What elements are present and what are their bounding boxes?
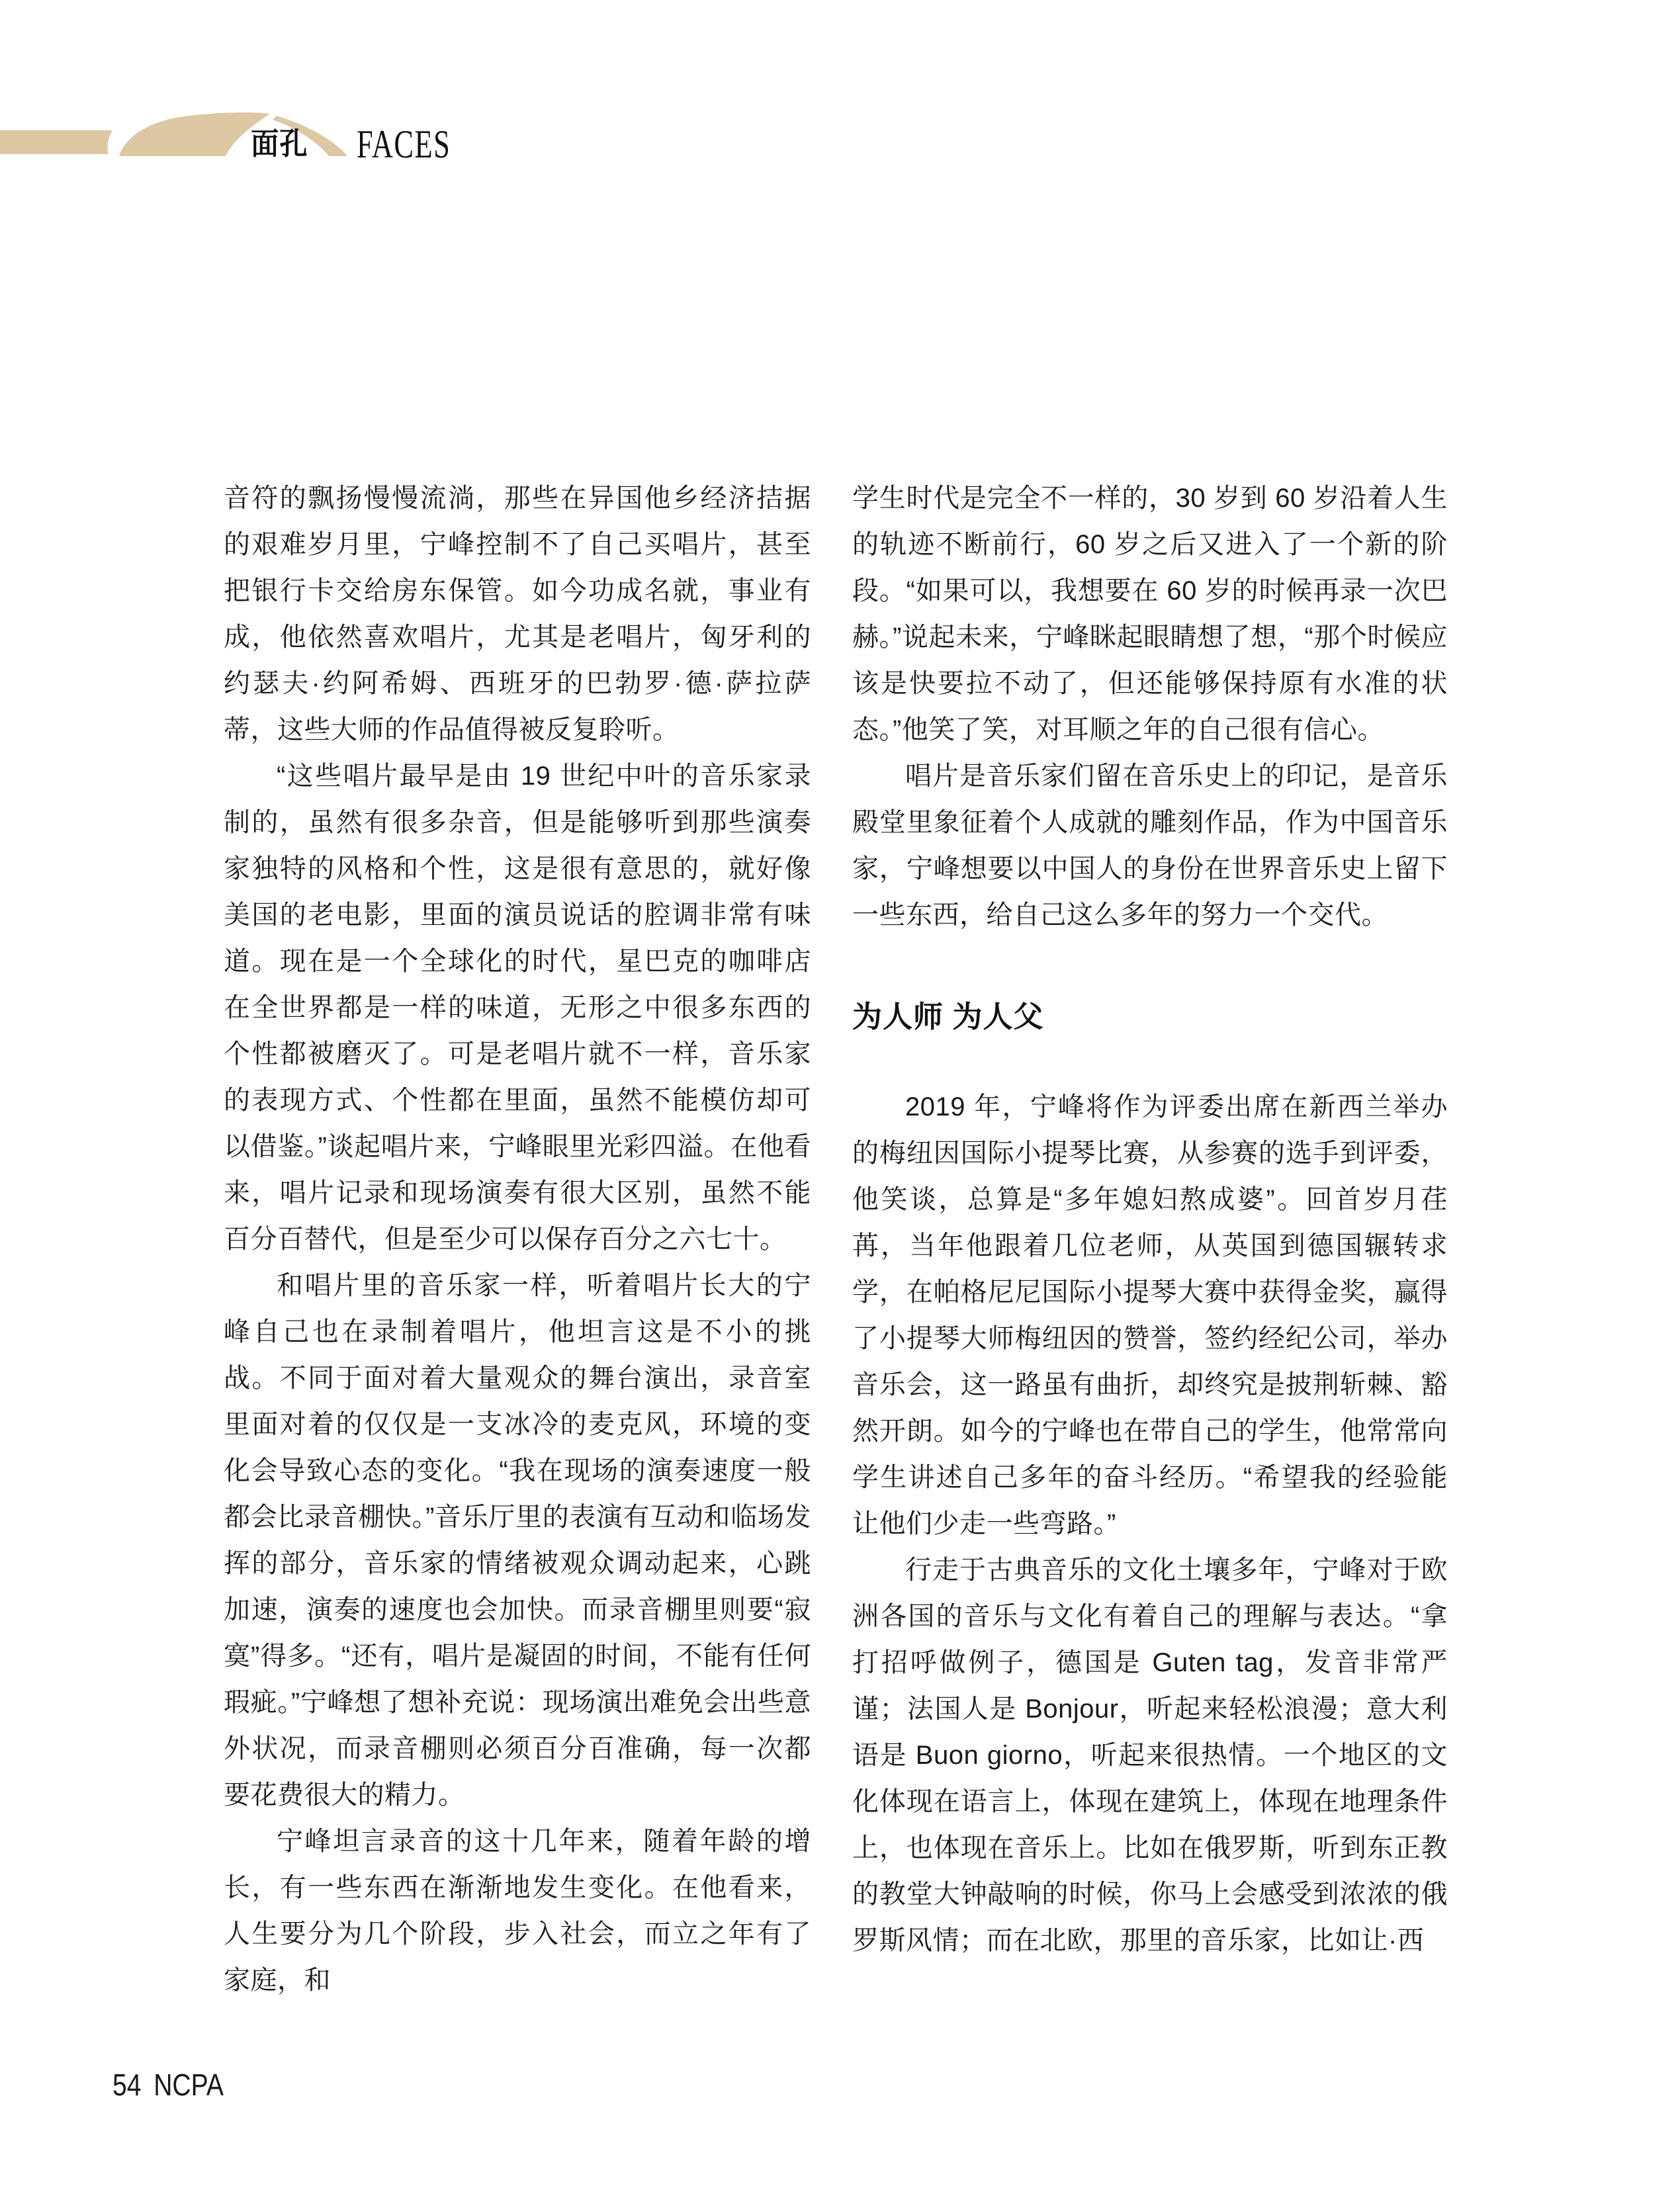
footer xyxy=(112,2070,224,2100)
paragraph: 2019 年，宁峰将作为评委出席在新西兰举办的梅纽因国际小提琴比赛，从参赛的选手到评委，他笑谈，总算是“多年媳妇熬成婆”。回首岁月荏苒，当年他跟着几位老师，从英国到德国辗转求学，在帕格尼尼国际小提琴大赛中获得金奖，赢得了小提琴大师梅纽因的赞誉，签约经纪公司，举办音乐会，这一路虽有曲折，却终究是披荆斩棘、豁然开朗。如今的宁峰也在带自己的学生，他常常向学生讲述自己多年的奋斗经历。“希望我的经验能让他们少走一些弯路。” xyxy=(852,1092,1448,1538)
paragraph: 宁峰坦言录音的这十几年来，随着年龄的增长，有一些东西在渐渐地发生变化。在他看来，人生要分为几个阶段，步入社会，而立之年有了家庭，和 xyxy=(224,1827,811,1995)
paragraph: 学生时代是完全不一样的，30 岁到 60 岁沿着人生的轨迹不断前行，60 岁之后又进入了一个新的阶段。“如果可以，我想要在 60 岁的时候再录一次巴赫。”说起未来，宁峰眯起眼睛想了想，“那个时候应该是快要拉不动了，但还能够保持原有水准的状态。”他笑了笑，对耳顺之年的自己很有信心。 xyxy=(852,484,1448,744)
section-title-cn: 面孔 xyxy=(251,126,308,161)
page-number: 54 xyxy=(112,2068,142,2102)
magazine-name: NCPA xyxy=(154,2068,224,2102)
paragraph: “这些唱片最早是由 19 世纪中叶的音乐家录制的，虽然有很多杂音，但是能够听到那些演奏家独特的风格和个性，这是很有意思的，就好像美国的老电影，里面的演员说话的腔调非常有味道。现在是一个全球化的时代，星巴克的咖啡店在全世界都是一样的味道，无形之中很多东西的个性都被磨灭了。可是老唱片就不一样，音乐家的表现方式、个性都在里面，虽然不能模仿却可以借鉴。”谈起唱片来，宁峰眼里光彩四溢。在他看来，唱片记录和现场演奏有很大区别，虽然不能百分百替代，但是至少可以保存百分之六七十。 xyxy=(224,762,811,1254)
left-column xyxy=(224,475,811,2003)
paragraph: 音符的飘扬慢慢流淌，那些在异国他乡经济拮据的艰难岁月里，宁峰控制不了自己买唱片，甚至把银行卡交给房东保管。如今功成名就，事业有成，他依然喜欢唱片，尤其是老唱片，匈牙利的约瑟夫·约阿希姆、西班牙的巴勃罗·德·萨拉萨蒂，这些大师的作品值得被反复聆听。 xyxy=(224,484,811,744)
paragraph: 行走于古典音乐的文化土壤多年，宁峰对于欧洲各国的音乐与文化有着自己的理解与表达。“拿打招呼做例子，德国是 Guten tag，发音非常严谨；法国人是 Bonjour，听起来轻松浪漫；意大利语是 Buon giorno，听起来很热情。一个地区的文化体现在语言上，体现在建筑上，体现在地理条件上，也体现在音乐上。比如在俄罗斯，听到东正教的教堂大钟敲响的时候，你马上会感受到浓浓的俄罗斯风情；而在北欧，那里的音乐家，比如让·西 xyxy=(852,1555,1448,1955)
right-column xyxy=(852,475,1448,1964)
section-heading: 为人师 为人父 xyxy=(852,1000,1044,1033)
paragraph: 和唱片里的音乐家一样，听着唱片长大的宁峰自己也在录制着唱片，他坦言这是不小的挑战。不同于面对着大量观众的舞台演出，录音室里面对着的仅仅是一支冰冷的麦克风，环境的变化会导致心态的变化。“我在现场的演奏速度一般都会比录音棚快。”音乐厅里的表演有互动和临场发挥的部分，音乐家的情绪被观众调动起来，心跳加速，演奏的速度也会加快。而录音棚里则要“寂寞”得多。“还有，唱片是凝固的时间，不能有任何瑕疵。”宁峰想了想补充说：现场演出难免会出些意外状况，而录音棚则必须百分百准确，每一次都要花费很大的精力。 xyxy=(224,1271,811,1810)
section-title-en: FACES xyxy=(357,122,451,166)
header-swoosh-icon xyxy=(0,106,371,165)
paragraph: 唱片是音乐家们留在音乐史上的印记，是音乐殿堂里象征着个人成就的雕刻作品，作为中国音乐家，宁峰想要以中国人的身份在世界音乐史上留下一些东西，给自己这么多年的努力一个交代。 xyxy=(852,762,1448,930)
